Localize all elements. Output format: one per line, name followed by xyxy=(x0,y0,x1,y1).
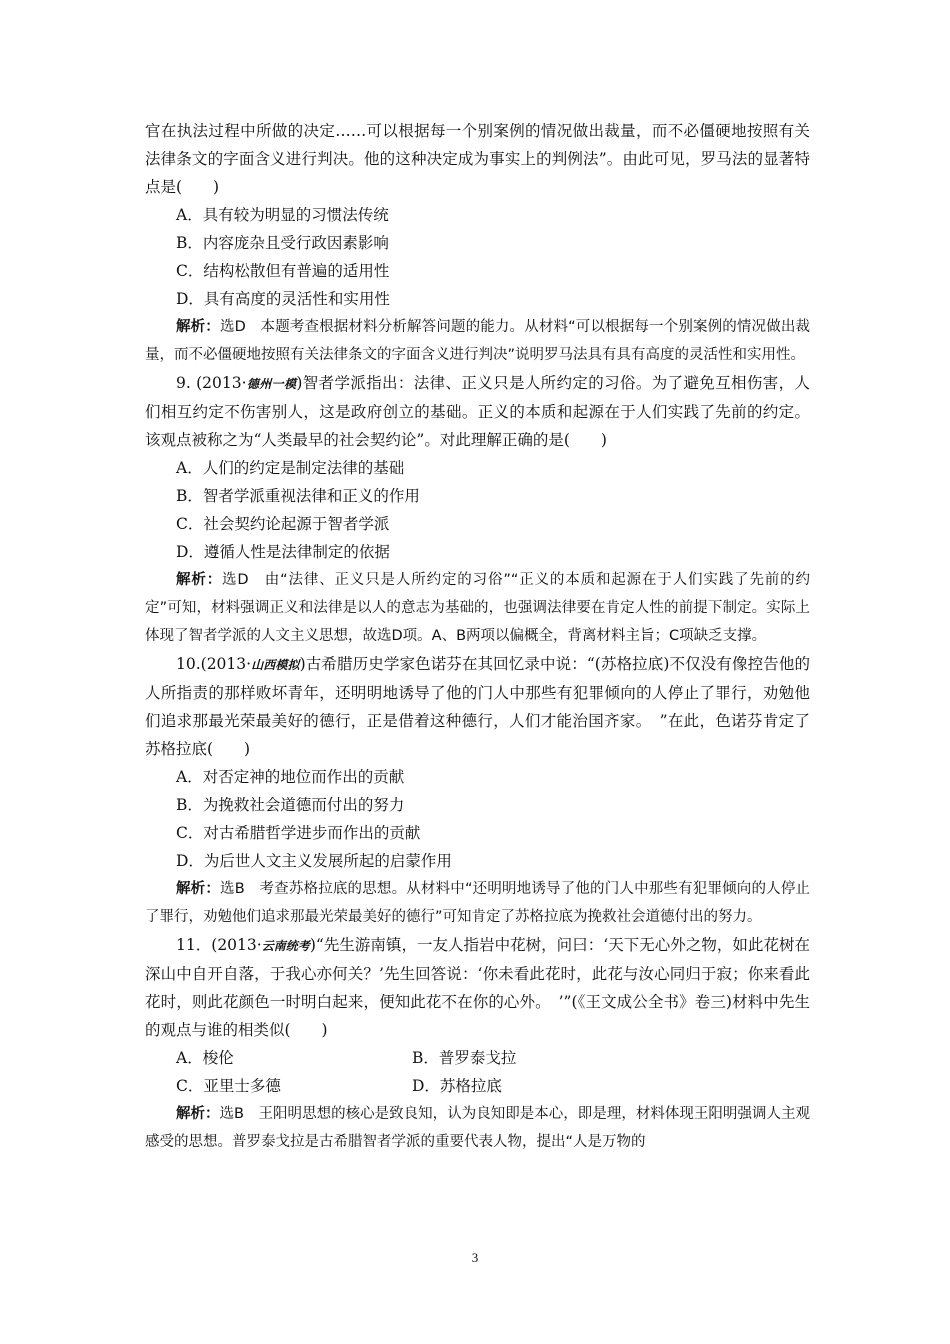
q9-option-a: A．人们的约定是制定法律的基础 xyxy=(176,459,405,477)
q10-source: 山西模拟 xyxy=(251,658,300,672)
q9-explain-text: 选D 由“法律、正义只是人所约定的习俗”“正义的本质和起源在于人们实践了先前的约定”可知，材料强调正义和法律是以人的意志为基础的，也强调法律要在肯定人性的前提下制定。实际上体现了智者学派的人文主义思想，故选D项。A、B两项以偏概全，背离材料主旨；C项缺乏支撑。 xyxy=(145,572,810,644)
q9-source: 德州一模 xyxy=(246,377,297,391)
q10-explain-label: 解析： xyxy=(176,881,221,897)
q9-explain-label: 解析： xyxy=(176,572,223,588)
q11-option-d: D．苏格拉底 xyxy=(412,1077,502,1095)
q11-option-c: C．亚里士多德 xyxy=(176,1077,281,1095)
q8-explanation xyxy=(145,313,810,369)
q10-explain-text: 选B 考查苏格拉底的思想。从材料中“还明明地诱导了他的门人中那些有犯罪倾向的人停止了罪行，劝勉他们追求那最光荣最美好的德行”可知肯定了苏格拉底为挽救社会道德付出的努力。 xyxy=(145,881,810,925)
q11-explanation xyxy=(145,1100,810,1156)
q8-explain-label: 解析： xyxy=(176,319,220,335)
q11-text: )“先生游南镇，一友人指岩中花树，问曰：‘天下无心外之物，如此花树在深山中自开自落，于我心亦何关？’先生回答说：‘你未看此花时，此花与汝心同归于寂；你来看此花时，则此花颜色一时明白起来，便知此花不在你的心外。 ’”(《王文成公全书》卷三)材料中先生的观点与谁的相类似( ) xyxy=(145,936,810,1039)
q10-option-c: C．对古希腊哲学进步而作出的贡献 xyxy=(176,824,421,842)
q8-explain-text: 选D 本题考查根据材料分析解答问题的能力。从材料“可以根据每一个别案例的情况做出裁量，而不必僵硬地按照有关法律条文的字面含义进行判决”说明罗马法具有具有高度的灵活性和实用性。 xyxy=(145,319,810,363)
q11-source: 云南统考 xyxy=(261,939,310,953)
page-number: 3 xyxy=(471,1250,479,1265)
q8-option-a: A．具有较为明显的习惯法传统 xyxy=(176,206,389,224)
q11-explain-text: 选B 王阳明思想的核心是致良知，认为良知即是本心，即是理，材料体现王阳明强调人主观感受的思想。普罗泰戈拉是古希腊智者学派的重要代表人物，提出“人是万物的 xyxy=(145,1106,810,1150)
q11-explain-label: 解析： xyxy=(176,1106,220,1122)
q10-text: )古希腊历史学家色诺芬在其回忆录中说：“(苏格拉底)不仅没有像控告他的人所指责的那样败坏青年，还明明地诱导了他的门人中那些有犯罪倾向的人停止了罪行，劝勉他们追求那最光荣最美好的德行，正是借着这种德行，人们才能治国齐家。 ”在此，色诺芬肯定了苏格拉底( ) xyxy=(145,655,810,758)
q9-stem xyxy=(145,369,810,454)
q9-option-b: B．智者学派重视法律和正义的作用 xyxy=(176,487,420,505)
q9-explanation xyxy=(145,566,810,650)
q9-number: 9. (2013· xyxy=(176,374,247,392)
q8-option-d: D．具有高度的灵活性和实用性 xyxy=(176,290,390,308)
q11-options-row-2 xyxy=(145,1072,810,1100)
q10-option-d: D．为后世人文主义发展所起的启蒙作用 xyxy=(176,852,452,870)
q9-option-c: C．社会契约论起源于智者学派 xyxy=(176,515,390,533)
q8-option-c: C．结构松散但有普遍的适用性 xyxy=(176,262,390,280)
q10-number: 10.(2013· xyxy=(176,655,252,673)
q9-option-d: D．遵循人性是法律制定的依据 xyxy=(176,543,390,561)
q11-option-a: A．梭伦 xyxy=(176,1049,234,1067)
q10-option-a: A．对否定神的地位而作出的贡献 xyxy=(176,768,405,786)
q11-options-row-1 xyxy=(145,1044,810,1072)
page-content xyxy=(145,117,810,1156)
q8-option-b: B．内容庞杂且受行政因素影响 xyxy=(176,234,389,252)
q10-explanation xyxy=(145,875,810,931)
q11-option-b: B．普罗泰戈拉 xyxy=(412,1049,517,1067)
q10-stem xyxy=(145,650,810,763)
q9-text: )智者学派指出：法律、正义只是人所约定的习俗。为了避免互相伤害，人们相互约定不伤害别人，这是政府创立的基础。正义的本质和起源在于人们实践了先前的约定。该观点被称之为“人类最早的社会契约论”。对此理解正确的是( ) xyxy=(145,374,810,449)
q11-stem xyxy=(145,931,810,1044)
q8-stem: 官在执法过程中所做的决定……可以根据每一个别案例的情况做出裁量，而不必僵硬地按照有关法律条文的字面含义进行判决。他的这种决定成为事实上的判例法”。由此可见，罗马法的显著特点是( ) xyxy=(145,122,810,196)
q10-option-b: B．为挽救社会道德而付出的努力 xyxy=(176,796,405,814)
q11-number: 11．(2013· xyxy=(176,936,262,954)
